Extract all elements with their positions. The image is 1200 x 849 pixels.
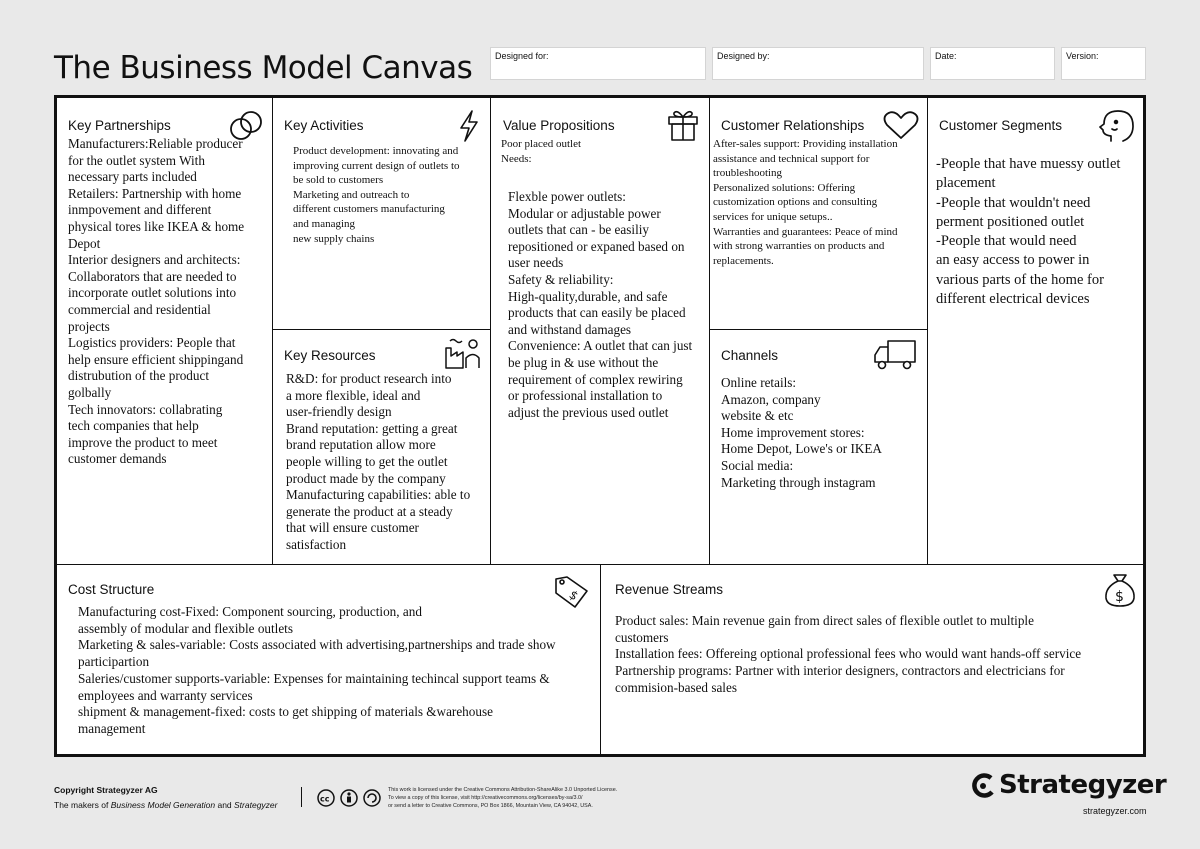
customer-relationships-title: Customer Relationships xyxy=(721,118,865,133)
channels-line: Amazon, company xyxy=(721,391,821,407)
value-propositions-line: repositioned or expaned based on xyxy=(508,238,685,254)
channels-line: Online retails: xyxy=(721,375,797,390)
value-propositions-line: Convenience: A outlet that can just xyxy=(508,338,693,354)
value-propositions-line: High-quality,durable, and safe xyxy=(508,288,668,304)
customer-segments-line: -People that would need xyxy=(936,233,1077,250)
key-activities-line: be sold to customers xyxy=(293,174,384,187)
value-propositions-line: requirement of complex rewiring xyxy=(508,371,683,387)
channels-title: Channels xyxy=(721,348,779,363)
license-line: To view a copy of this license, visit http://creativecommons.org/licenses/by-sa/3.0/ xyxy=(388,795,583,801)
customer-relationships-line: with strong warranties on products and xyxy=(713,240,885,253)
value-propositions-line: adjust the previous used outlet xyxy=(508,404,669,420)
key-resources-line: satisfaction xyxy=(286,536,347,552)
svg-text:$: $ xyxy=(1115,589,1124,605)
factory-worker-icon xyxy=(443,336,481,370)
key-partnerships-line: Manufacturers:Reliable producer xyxy=(68,136,243,151)
key-resources-text xyxy=(286,371,470,554)
divider xyxy=(709,98,710,564)
key-activities-line: different customers manufacturing xyxy=(293,203,445,216)
cost-structure-line: management xyxy=(78,720,146,736)
value-propositions-line: Flexble power outlets: xyxy=(508,189,626,204)
value-propositions-line: or professional installation to xyxy=(508,388,663,404)
channels-text xyxy=(721,375,882,491)
cost-structure-line: Saleries/customer supports-variable: Expenses for maintaining techincal support teams & xyxy=(78,670,550,686)
cost-structure-line: Manufacturing cost-Fixed: Component sourcing, production, and xyxy=(78,604,422,619)
key-activities-line: new supply chains xyxy=(293,232,375,245)
value-propositions-line: be plug in & use without the xyxy=(508,354,659,370)
revenue-streams-line: commision-based sales xyxy=(615,679,737,695)
customer-segments-line: -People that wouldn't need xyxy=(936,194,1091,211)
key-partnerships-line: customer demands xyxy=(68,451,167,467)
channels-line: Social media: xyxy=(721,457,794,473)
key-partnerships-line: Tech innovators: collabrating xyxy=(68,401,223,417)
strategyzer-website: strategyzer.com xyxy=(1083,806,1147,816)
customer-segments-line: various parts of the home for xyxy=(936,271,1104,288)
key-resources-line: generate the product at a steady xyxy=(286,503,453,519)
key-partnerships-line: commercial and residential xyxy=(68,301,211,317)
key-partnerships-line: tech companies that help xyxy=(68,418,199,434)
customer-segments-line: different electrical devices xyxy=(936,291,1090,308)
key-partnerships-line: Retailers: Partnership with home xyxy=(68,185,242,201)
value-propositions-text xyxy=(508,189,692,421)
version-field[interactable] xyxy=(1061,47,1146,80)
key-partnerships-line: improve the product to meet xyxy=(68,434,218,450)
key-partnerships-line: Interior designers and architects: xyxy=(68,252,241,268)
customer-relationships-line: services for unique setups.. xyxy=(713,210,833,223)
license-text xyxy=(388,786,628,810)
value-propositions-intro xyxy=(501,137,581,166)
key-resources-line: that will ensure customer xyxy=(286,520,419,536)
revenue-streams-line: Partnership programs: Partner with interior designers, contractors and electricians for xyxy=(615,663,1065,679)
revenue-streams-title: Revenue Streams xyxy=(615,582,724,597)
value-propositions-line: outlets that can - be easiliy xyxy=(508,222,649,238)
key-activities-text xyxy=(293,144,460,246)
key-partnerships-line: necessary parts included xyxy=(68,169,197,185)
channels-line: Home improvement stores: xyxy=(721,424,865,440)
key-resources-line: product made by the company xyxy=(286,470,446,486)
license-line: This work is licensed under the Creative Commons Attribution-ShareAlike 3.0 Unported License. xyxy=(388,787,618,793)
customer-relationships-line: Warranties and guarantees: Peace of mind xyxy=(713,225,898,238)
customer-relationships-line: After-sales support: Providing installation xyxy=(713,138,898,150)
customer-segments-text xyxy=(936,155,1120,309)
designed-by-label: Designed by: xyxy=(717,51,770,61)
strategyzer-logo-icon xyxy=(970,773,998,799)
business-model-canvas xyxy=(54,95,1146,757)
version-label: Version: xyxy=(1066,51,1099,61)
creative-commons-icon xyxy=(316,788,382,808)
customer-segments-line: placement xyxy=(936,175,996,192)
key-partnerships-line: golbally xyxy=(68,384,112,400)
cost-structure-line: Marketing & sales-variable: Costs associated with advertising,partnerships and trade show xyxy=(78,637,556,653)
value-propositions-line: Safety & reliability: xyxy=(508,271,614,287)
copyright-text: Copyright Strategyzer AG xyxy=(54,785,158,795)
key-activities-line: and managing xyxy=(293,217,356,230)
key-partnerships-line: Logistics providers: People that xyxy=(68,335,236,351)
key-partnerships-line: projects xyxy=(68,318,110,334)
value-propositions-line: user needs xyxy=(508,255,564,271)
key-activities-line: Marketing and outreach to xyxy=(293,188,410,201)
key-partnerships-text xyxy=(68,136,244,468)
cost-structure-line: shipment & management-fixed: costs to get shipping of materials &warehouse xyxy=(78,704,493,720)
key-partnerships-line: inmpovement and different xyxy=(68,202,212,218)
revenue-streams-line: Product sales: Main revenue gain from direct sales of flexible outlet to multiple xyxy=(615,613,1034,628)
designed-by-field[interactable] xyxy=(712,47,924,80)
divider xyxy=(927,98,928,564)
channels-line: website & etc xyxy=(721,408,794,424)
face-icon xyxy=(1098,109,1136,145)
footer-copyright xyxy=(54,785,277,810)
customer-relationships-line: assistance and technical support for xyxy=(713,152,870,165)
channels-line: Home Depot, Lowe's or IKEA xyxy=(721,441,882,457)
license-line: or send a letter to Creative Commons, PO Box 1866, Mountain View, CA 94042, USA. xyxy=(388,803,593,809)
divider xyxy=(709,329,927,330)
key-partnerships-line: Collaborators that are needed to xyxy=(68,268,237,284)
date-field[interactable] xyxy=(930,47,1055,80)
customer-segments-line: an easy access to power in xyxy=(936,252,1090,269)
divider xyxy=(600,564,601,754)
key-partnerships-line: for the outlet system With xyxy=(68,152,205,168)
lightning-icon xyxy=(458,109,480,143)
customer-segments-line: -People that have muessy outlet xyxy=(936,156,1121,172)
value-propositions-intro-line: Poor placed outlet xyxy=(501,138,582,150)
key-activities-line: Product development: innovating and xyxy=(293,145,459,157)
key-partnerships-line: distrubution of the product xyxy=(68,368,210,384)
value-propositions-line: products that can easily be placed xyxy=(508,305,686,321)
revenue-streams-line: customers xyxy=(615,629,669,645)
key-resources-title: Key Resources xyxy=(284,348,376,363)
cost-structure-line: participartion xyxy=(78,654,150,670)
price-tag-icon xyxy=(553,573,591,609)
cost-structure-title: Cost Structure xyxy=(68,582,155,597)
customer-relationships-text xyxy=(713,137,898,268)
value-propositions-title: Value Propositions xyxy=(503,118,615,133)
customer-relationships-line: troubleshooting xyxy=(713,167,783,180)
value-propositions-line: Modular or adjustable power xyxy=(508,205,661,221)
page-title: The Business Model Canvas xyxy=(54,50,473,86)
truck-icon xyxy=(873,339,917,371)
revenue-streams-line: Installation fees: Offereing optional professional fees who would want hands-off service xyxy=(615,646,1082,662)
designed-for-label: Designed for: xyxy=(495,51,549,61)
divider xyxy=(490,98,491,564)
key-resources-line: Brand reputation: getting a great xyxy=(286,420,458,436)
key-resources-line: people willing to get the outlet xyxy=(286,453,448,469)
divider xyxy=(272,98,273,564)
key-partnerships-line: physical tores like IKEA & home xyxy=(68,218,245,234)
key-resources-line: a more flexible, ideal and xyxy=(286,387,421,403)
gift-icon xyxy=(667,108,699,142)
key-partnerships-line: help ensure efficient shippingand xyxy=(68,351,244,367)
customer-segments-line: perment positioned outlet xyxy=(936,213,1085,230)
value-propositions-line: and withstand damages xyxy=(508,321,632,337)
money-bag-icon xyxy=(1103,571,1137,609)
svg-text:$: $ xyxy=(566,587,581,604)
date-label: Date: xyxy=(935,51,957,61)
cost-structure-text xyxy=(78,604,556,738)
customer-relationships-line: Personalized solutions: Offering xyxy=(713,181,856,194)
designed-for-field[interactable] xyxy=(490,47,706,80)
key-partnerships-line: Depot xyxy=(68,235,101,251)
key-resources-line: R&D: for product research into xyxy=(286,371,452,386)
key-activities-line: improving current design of outlets to xyxy=(293,159,460,172)
strategyzer-brand: Strategyzer xyxy=(999,770,1167,800)
key-resources-line: user-friendly design xyxy=(286,404,392,420)
key-partnerships-title: Key Partnerships xyxy=(68,118,171,133)
divider xyxy=(272,329,490,330)
customer-segments-title: Customer Segments xyxy=(939,118,1063,133)
key-partnerships-line: incorporate outlet solutions into xyxy=(68,285,237,301)
value-propositions-intro-line: Needs: xyxy=(501,152,532,165)
channels-line: Marketing through instagram xyxy=(721,474,876,490)
customer-relationships-line: replacements. xyxy=(713,254,774,267)
cost-structure-line: assembly of modular and flexible outlets xyxy=(78,620,293,636)
customer-relationships-line: customization options and consulting xyxy=(713,196,878,209)
makers-text: The makers of Business Model Generation and Strategyzer xyxy=(54,800,278,810)
svg-text:cc: cc xyxy=(320,794,330,804)
key-activities-title: Key Activities xyxy=(284,118,364,133)
footer-divider xyxy=(301,787,302,807)
key-resources-line: Manufacturing capabilities: able to xyxy=(286,487,471,503)
revenue-streams-text xyxy=(615,613,1081,697)
cost-structure-line: employees and warranty services xyxy=(78,687,253,703)
key-resources-line: brand reputation allow more xyxy=(286,437,436,453)
